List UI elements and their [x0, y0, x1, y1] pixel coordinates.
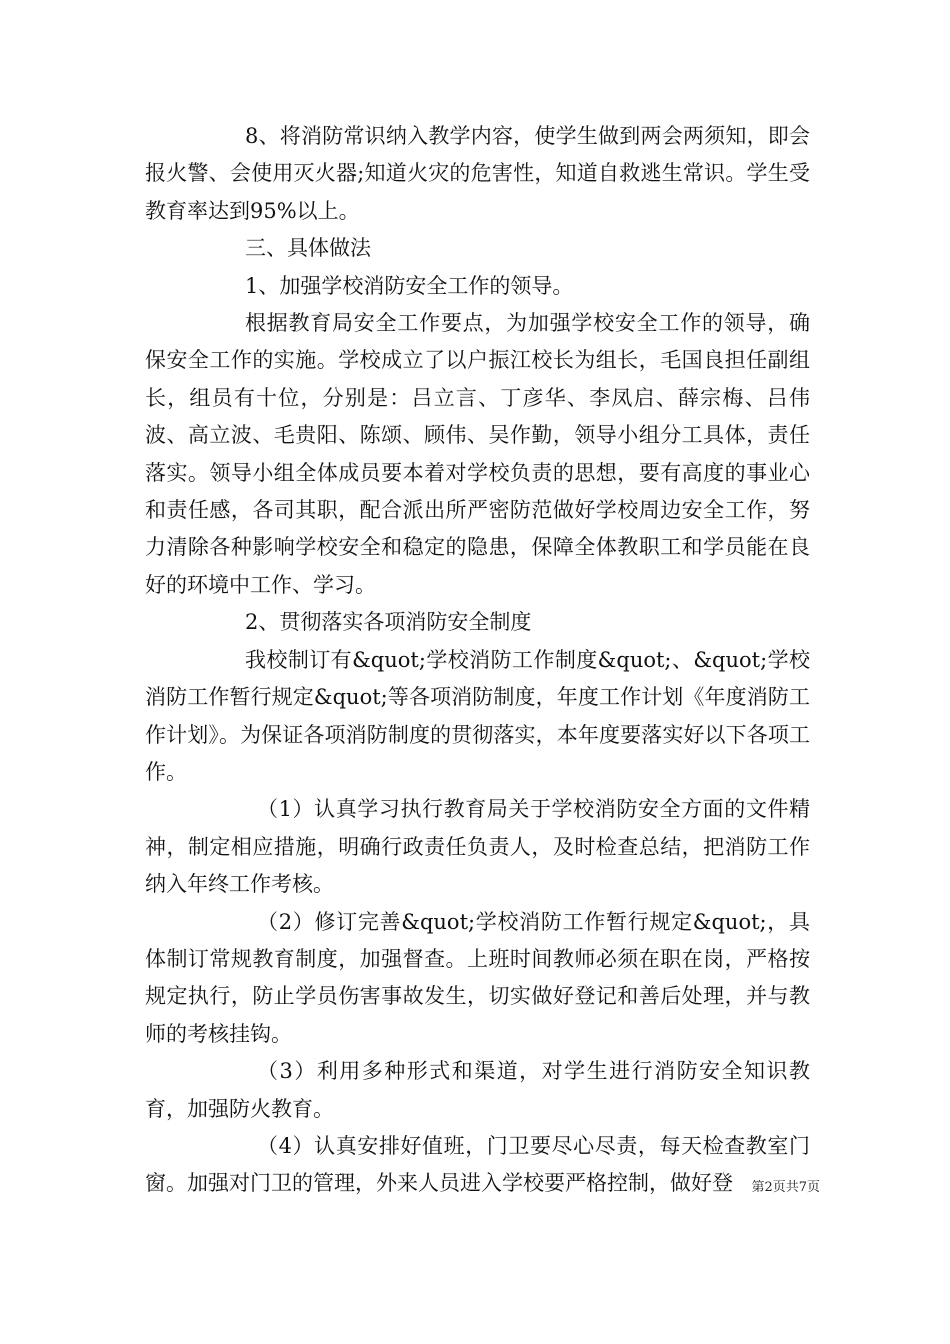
list-item-3: （3）利用多种形式和渠道，对学生进行消防安全知识教育，加强防火教育。: [145, 1059, 810, 1121]
section-heading-methods: 三、具体做法: [245, 236, 371, 261]
subheading-leadership: 1、加强学校消防安全工作的领导。: [245, 273, 574, 298]
list-item-4: （4）认真安排好值班，门卫要尽心尽责，每天检查教室门窗。加强对门卫的管理，外来人员进入学校要严格控制，做好登: [145, 1133, 810, 1196]
paragraph-fire-knowledge: 8、将消防常识纳入教学内容，使学生做到两会两须知，即会报火警、会使用灭火器;知道火灾的危害性，知道自救逃生常识。学生受教育率达到95%以上。: [145, 124, 810, 223]
list-item-2: （2）修订完善&quot;学校消防工作暂行规定&quot;，具体制订常规教育制度，加强督查。上班时间教师必须在职在岗，严格按规定执行，防止学员伤害事故发生，切实做好登记和善后处理，并与教师的考核挂钩。: [145, 909, 810, 1046]
list-item-1: （1）认真学习执行教育局关于学校消防安全方面的文件精神，制定相应措施，明确行政责任负责人，及时检查总结，把消防工作纳入年终工作考核。: [145, 797, 810, 897]
document-body: [145, 118, 810, 1203]
paragraph-leadership: 根据教育局安全工作要点，为加强学校安全工作的领导，确保安全工作的实施。学校成立了以户振江校长为组长，毛国良担任副组长，组员有十位，分别是：吕立言、丁彦华、李凤启、薛宗梅、吕伟波、高立波、毛贵阳、陈颂、顾伟、吴作勤，领导小组分工具体，责任落实。领导小组全体成员要本着对学校负责的思想，要有高度的事业心和责任感，各司其职，配合派出所严密防范做好学校周边安全工作，努力清除各种影响学校安全和稳定的隐患，保障全体教职工和学员能在良好的环境中工作、学习。: [145, 311, 810, 597]
paragraph-regulations: 我校制订有&quot;学校消防工作制度&quot;、&quot;学校消防工作暂行规定&quot;等各项消防制度，年度工作计划《年度消防工作计划》。为保证各项消防制度的贯彻落实，本年度要落实好以下各项工作。: [145, 647, 810, 784]
subheading-regulations: 2、贯彻落实各项消防安全制度: [245, 610, 532, 635]
page-number: 第2页共7页: [751, 1180, 820, 1195]
